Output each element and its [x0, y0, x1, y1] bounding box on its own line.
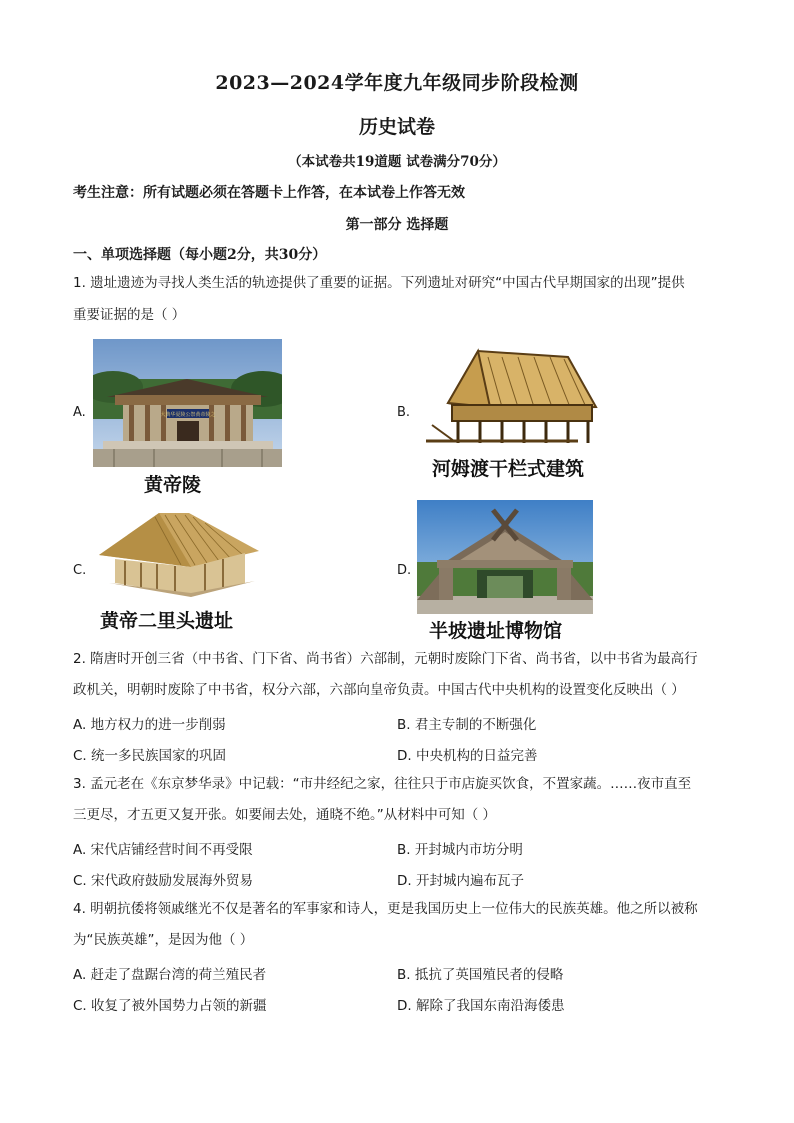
q4-option-a[interactable]: A. 赶走了盘踞台湾的荷兰殖民者	[73, 967, 267, 983]
option-b-caption: 河姆渡干栏式建筑	[432, 458, 585, 480]
option-c-label[interactable]: C.	[73, 563, 87, 578]
q4-option-d[interactable]: D. 解除了我国东南沿海倭患	[397, 998, 565, 1014]
question-3-line-1: 3. 孟元老在《东京梦华录》中记载：“市井经纪之家，往往只于市店旋买饮食，不置家蔬。……夜市直至	[73, 776, 692, 792]
stilt-house-picture	[418, 345, 604, 447]
question-3-line-2: 三更尽，才五更又复开张。如要闹去处，通晓不绝。”从材料中可知（ ）	[73, 807, 497, 823]
section-heading: 一、单项选择题（每小题2分，共30分）	[73, 247, 327, 263]
q2-option-b[interactable]: B. 君主专制的不断强化	[397, 717, 537, 733]
exam-subject: 历史试卷	[358, 116, 435, 138]
q3-option-b[interactable]: B. 开封城内市坊分明	[397, 842, 523, 858]
question-1-line-2: 重要证据的是（ ）	[73, 307, 186, 323]
q2-option-a[interactable]: A. 地方权力的进一步削弱	[73, 717, 226, 733]
exam-title: 2023—2024学年度九年级同步阶段检测	[215, 72, 579, 94]
question-4-line-2: 为“民族英雄”，是因为他（ ）	[73, 932, 254, 948]
option-d-label[interactable]: D.	[397, 563, 412, 578]
question-1-line-1: 1. 遗址遗迹为寻找人类生活的轨迹提供了重要的证据。下列遗址对研究“中国古代早期国家的出现”提供	[73, 275, 685, 291]
option-b-label[interactable]: B.	[397, 405, 411, 420]
option-c-caption: 黄帝二里头遗址	[100, 610, 234, 632]
question-2-line-1: 2. 隋唐时开创三省（中书省、门下省、尚书省）六部制，元朝时废除门下省、尚书省，以中书省为最高行	[73, 651, 698, 667]
option-b-image[interactable]	[418, 345, 604, 447]
part-heading: 第一部分 选择题	[345, 217, 449, 233]
erlitou-hall-picture	[95, 509, 263, 599]
exam-info: （本试卷共19道题 试卷满分70分）	[288, 154, 506, 170]
option-a-image[interactable]	[93, 339, 282, 467]
q4-option-b[interactable]: B. 抵抗了英国殖民者的侵略	[397, 967, 564, 983]
q3-option-a[interactable]: A. 宋代店铺经营时间不再受限	[73, 842, 253, 858]
q2-option-c[interactable]: C. 统一多民族国家的巩固	[73, 748, 227, 764]
option-c-image[interactable]	[95, 509, 263, 599]
q3-option-d[interactable]: D. 开封城内遍布瓦子	[397, 873, 524, 889]
q3-option-c[interactable]: C. 宋代政府鼓励发展海外贸易	[73, 873, 254, 889]
option-d-caption: 半坡遗址博物馆	[429, 620, 563, 642]
mausoleum-sign: 大典华夏陵公祭黄帝陵之	[160, 412, 216, 418]
q2-option-d[interactable]: D. 中央机构的日益完善	[397, 748, 538, 764]
option-d-image[interactable]	[417, 500, 593, 614]
option-a-caption: 黄帝陵	[144, 474, 202, 496]
question-4-line-1: 4. 明朝抗倭将领戚继光不仅是著名的军事家和诗人，更是我国历史上一位伟大的民族英雄。他之所以被称	[73, 901, 698, 917]
huangdi-mausoleum-picture	[93, 339, 282, 467]
option-a-label[interactable]: A.	[73, 405, 86, 420]
question-2-line-2: 政机关，明朝时废除了中书省，权分六部，六部向皇帝负责。中国古代中央机构的设置变化反映出（ ）	[73, 682, 685, 698]
exam-notice: 考生注意：所有试题必须在答题卡上作答，在本试卷上作答无效	[73, 185, 465, 201]
q4-option-c[interactable]: C. 收复了被外国势力占领的新疆	[73, 998, 267, 1014]
banpo-museum-picture	[417, 500, 593, 614]
